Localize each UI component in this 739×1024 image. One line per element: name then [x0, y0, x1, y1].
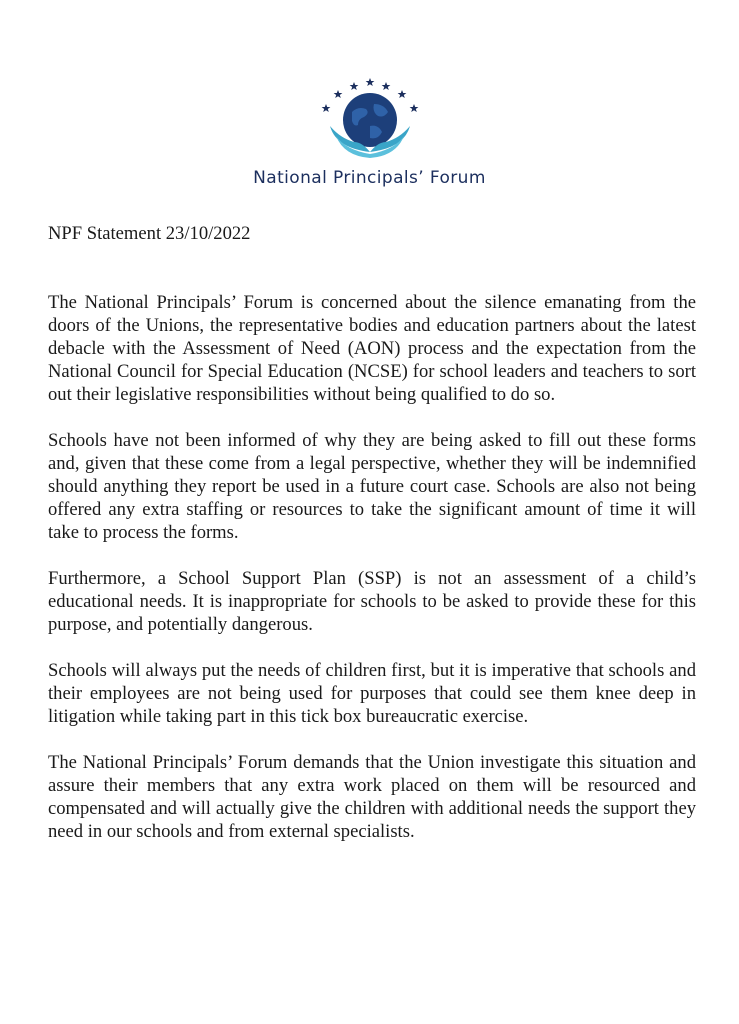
- statement-paragraph-5: The National Principals’ Forum demands that the Union investigate this situation and assure their members that any extra work placed on them will be resourced and compensated and will actually give the children with additional needs the support they need in our schools and from external specialists.: [48, 752, 696, 842]
- statement-title: NPF Statement 23/10/2022: [48, 223, 251, 244]
- statement-body: [48, 222, 696, 843]
- org-logo: [0, 78, 739, 188]
- statement-paragraph-4: Schools will always put the needs of children first, but it is imperative that schools and their employees are not being used for purposes that could see them knee deep in litigation while taking part in this tick box bureaucratic exercise.: [48, 660, 696, 727]
- org-name: National Principals’ Forum: [253, 168, 486, 188]
- statement-paragraph-1: The National Principals’ Forum is concerned about the silence emanating from the doors of the Unions, the representative bodies and education partners about the latest debacle with the Assessment of Need (AON) process and the expectation from the National Council for Special Education (NCSE) for school leaders and teachers to sort out their legislative responsibilities without being qualified to do so.: [48, 292, 696, 405]
- globe-hands-logo-icon: [310, 78, 430, 164]
- statement-paragraph-3: Furthermore, a School Support Plan (SSP) is not an assessment of a child’s educational needs. It is inappropriate for schools to be asked to provide these for this purpose, and potentially dangerous.: [48, 568, 696, 635]
- statement-paragraph-2: Schools have not been informed of why they are being asked to fill out these forms and, given that these come from a legal perspective, whether they will be indemnified should anything they report be used in a future court case. Schools are also not being offered any extra staffing or resources to take the significant amount of time it will take to process the forms.: [48, 430, 696, 543]
